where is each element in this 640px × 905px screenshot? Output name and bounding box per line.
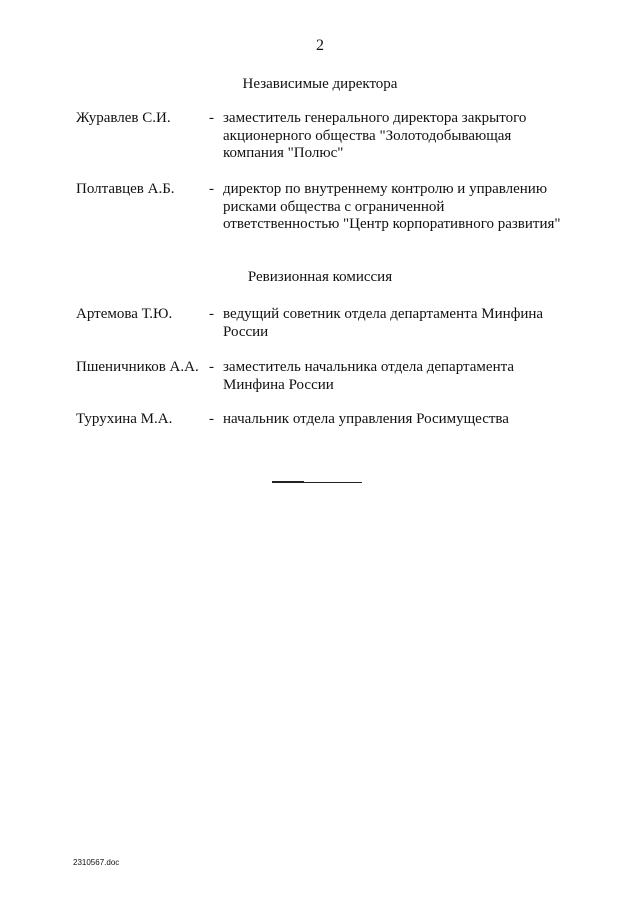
section-heading-independent-directors: Независимые директора [242,76,398,92]
member-entry [76,110,576,163]
member-description: ведущий советник отдела департамента Минфина России [223,306,544,340]
member-description: директор по внутреннему контролю и управлению рисками общества с ограниченной ответственностью "Центр корпоративного развития" [223,181,561,232]
member-name: Турухина М.А. [76,411,173,427]
member-description: начальник отдела управления Росимущества [223,411,509,427]
member-name: Журавлев С.И. [76,110,171,126]
member-name: Полтавцев А.Б. [76,181,175,197]
end-divider-line [272,482,362,483]
section-heading-audit-commission: Ревизионная комиссия [247,269,393,285]
member-dash: - [209,181,214,197]
member-dash: - [209,359,214,375]
member-dash: - [209,411,214,427]
member-name: Пшеничников А.А. [76,359,199,375]
member-description: заместитель генерального директора закрытого акционерного общества "Золотодобывающая компания "Полюс" [223,110,527,161]
member-entry [76,306,576,341]
member-entry [76,181,576,234]
member-description: заместитель начальника отдела департамента Минфина России [223,359,514,393]
footer-filename: 2310567.doc [73,858,120,867]
member-entry [76,411,576,429]
page-number: 2 [316,37,324,54]
member-name: Артемова Т.Ю. [76,306,173,322]
member-dash: - [209,110,214,126]
member-dash: - [209,306,214,322]
member-entry [76,359,576,394]
